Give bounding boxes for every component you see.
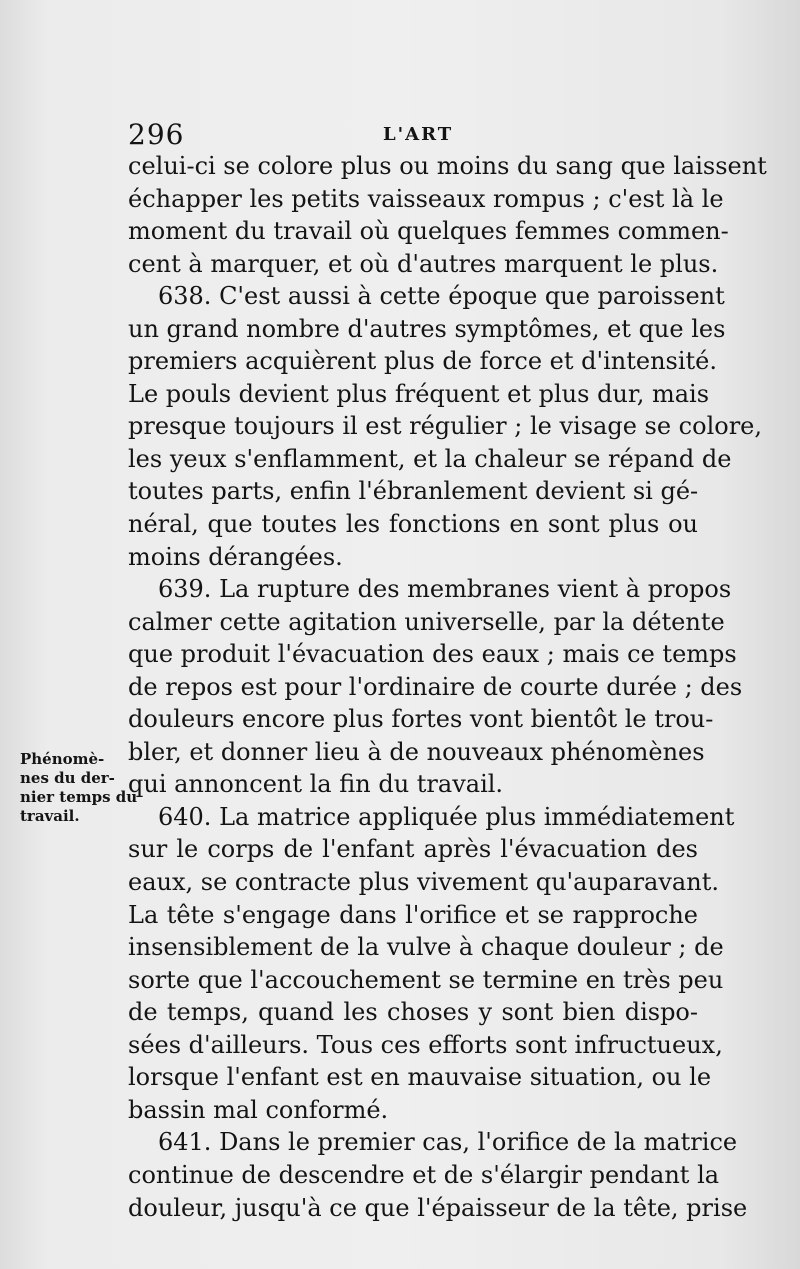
text-line: lorsque l'enfant est en mauvaise situation, ou le xyxy=(128,1063,712,1092)
text-line: un grand nombre d'autres symptômes, et que les xyxy=(128,314,726,343)
margin-note-line: nier temps du xyxy=(20,788,138,806)
text-line: sorte que l'accouchement se termine en très peu xyxy=(128,965,724,994)
text-line: de temps, quand les choses y sont bien dispo- xyxy=(128,998,698,1027)
paragraph-639-start: 639. La rupture des membranes vient à propos xyxy=(158,575,732,604)
text-line: moins dérangées. xyxy=(128,542,343,571)
text-line: douleurs encore plus fortes vont bientôt le trou- xyxy=(128,705,714,734)
text-line: de repos est pour l'ordinaire de courte durée ; des xyxy=(128,672,743,701)
page-number: 296 xyxy=(128,118,185,151)
margin-note-line: travail. xyxy=(20,807,80,825)
text-line: calmer cette agitation universelle, par la détente xyxy=(128,607,725,636)
text-line: sur le corps de l'enfant après l'évacuation des xyxy=(128,835,698,864)
body-text xyxy=(128,150,767,1224)
text-line: continue de descendre et de s'élargir pendant la xyxy=(128,1160,720,1189)
text-line: Le pouls devient plus fréquent et plus dur, mais xyxy=(128,379,710,408)
text-line: échapper les petits vaisseaux rompus ; c'est là le xyxy=(128,184,724,213)
text-line: presque toujours il est régulier ; le visage se colore, xyxy=(128,412,762,441)
paragraph-638-start: 638. C'est aussi à cette époque que paroissent xyxy=(158,282,725,311)
running-head: L'ART xyxy=(383,124,454,145)
text-line: celui-ci se colore plus ou moins du sang que laissent xyxy=(128,152,767,180)
margin-note-line: nes du der- xyxy=(20,769,115,787)
text-line: toutes parts, enfin l'ébranlement devient si gé- xyxy=(128,477,699,506)
text-line: sées d'ailleurs. Tous ces efforts sont infructueux, xyxy=(128,1030,723,1059)
page-header xyxy=(128,118,698,154)
text-line: cent à marquer, et où d'autres marquent le plus. xyxy=(128,249,719,278)
text-line: premiers acquièrent plus de force et d'intensité. xyxy=(128,347,718,376)
text-line: qui annoncent la fin du travail. xyxy=(128,770,504,799)
text-line: que produit l'évacuation des eaux ; mais ce temps xyxy=(128,640,737,669)
text-line: les yeux s'enflamment, et la chaleur se répand de xyxy=(128,444,732,473)
text-line: néral, que toutes les fonctions en sont plus ou xyxy=(128,510,698,539)
margin-note xyxy=(20,750,138,826)
text-line: douleur, jusqu'à ce que l'épaisseur de la tête, prise xyxy=(128,1193,748,1222)
text-line: bler, et donner lieu à de nouveaux phénomènes xyxy=(128,737,705,766)
text-line: bassin mal conformé. xyxy=(128,1095,389,1124)
text-line: La tête s'engage dans l'orifice et se rapproche xyxy=(128,900,698,929)
text-line: moment du travail où quelques femmes commen- xyxy=(128,217,729,246)
paragraph-641-start: 641. Dans le premier cas, l'orifice de la matrice xyxy=(158,1128,738,1157)
margin-note-line: Phénomè- xyxy=(20,750,105,768)
text-line: insensiblement de la vulve à chaque douleur ; de xyxy=(128,933,724,962)
paragraph-640-start: 640. La matrice appliquée plus immédiatement xyxy=(158,802,735,831)
text-line: eaux, se contracte plus vivement qu'auparavant. xyxy=(128,868,719,897)
